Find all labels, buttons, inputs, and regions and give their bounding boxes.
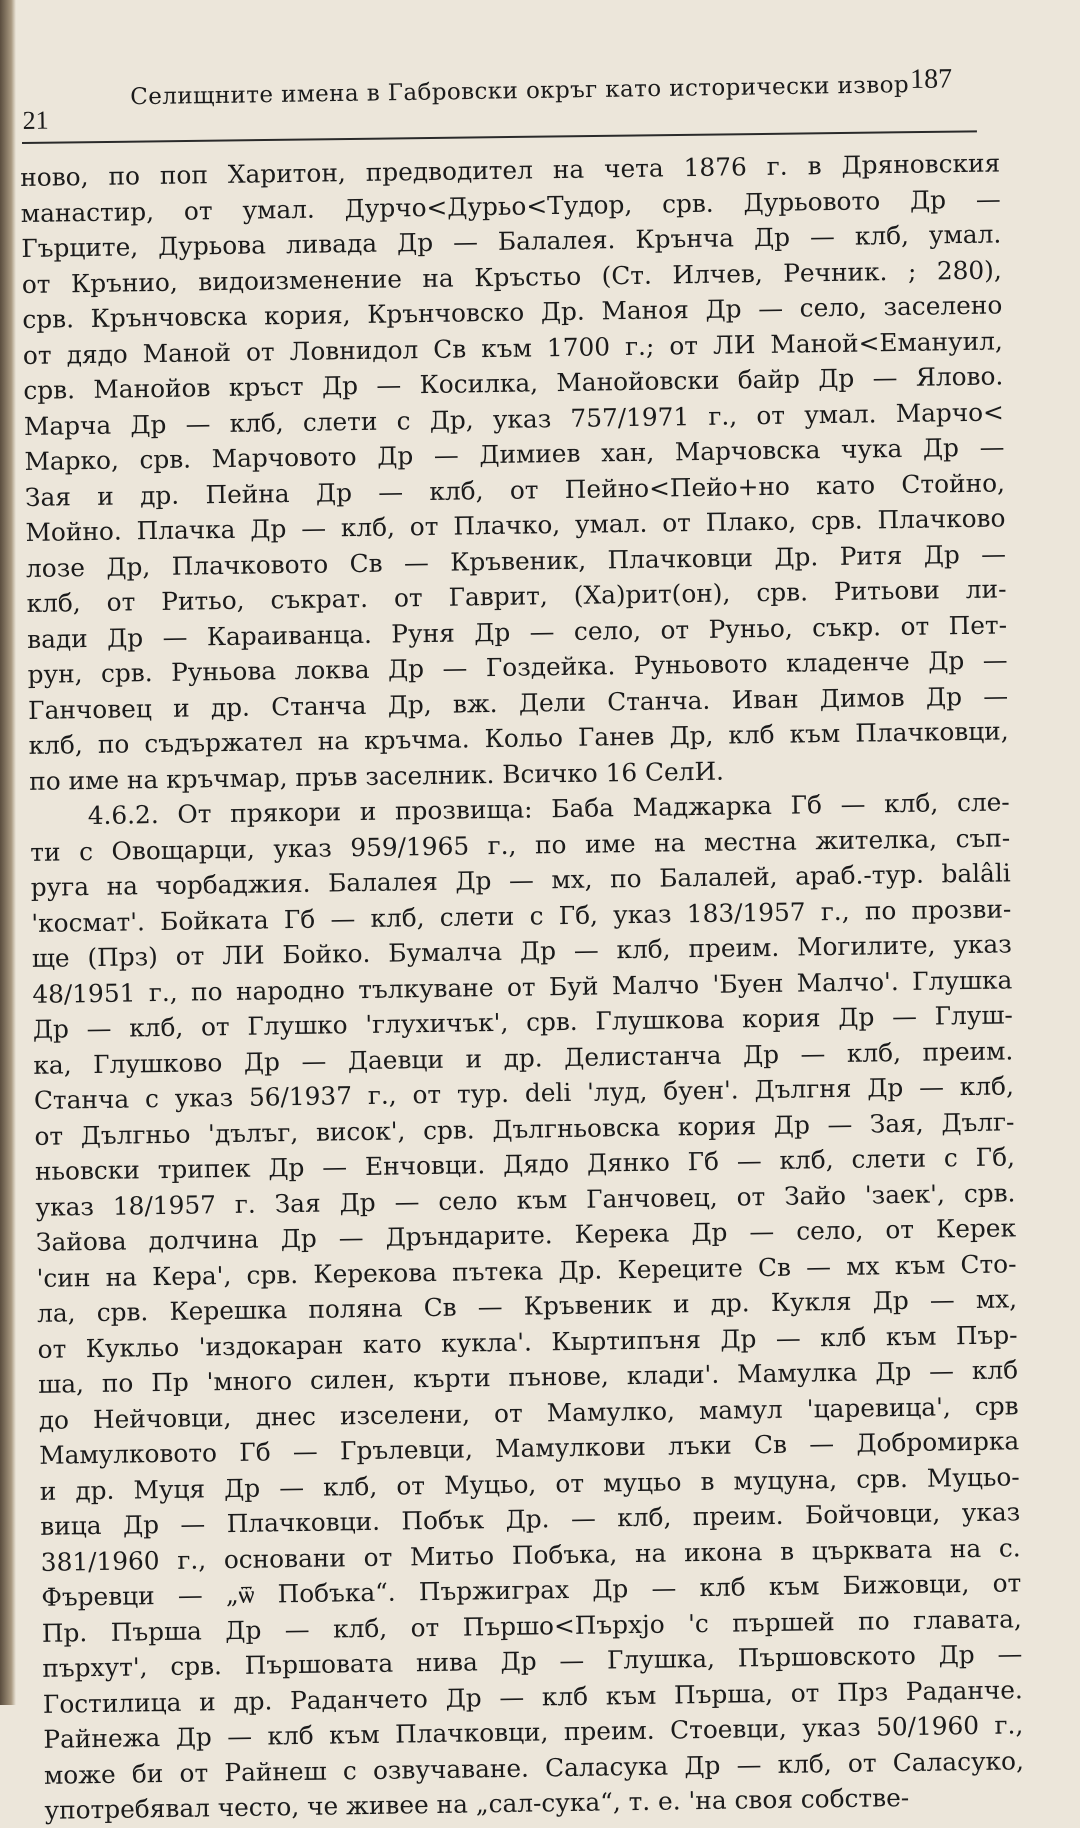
text-line: 'син на Кера', срв. Керекова пътека Др. Кереците Св — мх към Сто- xyxy=(36,1248,1017,1293)
text-line: срв. Крънчовска кория, Крънчовско Др. Маноя Др — село, заселено xyxy=(22,290,1003,334)
text-line: от дядо Маной от Ловнидол Св към 1700 г.; от ЛИ Маной<Емануил, xyxy=(22,325,1004,370)
text-line: Ганчовец и др. Станча Др, вж. Дели Станча. Иван Димов Др — xyxy=(27,680,1009,725)
text-line: вади Др — Караиванца. Руня Др — село, от Руньо, съкр. от Пет- xyxy=(26,609,1008,654)
text-line: срв. Манойов кръст Др — Косилка, Манойовски байр Др — Ялово. xyxy=(23,361,1004,405)
text-line: и др. Муця Др — клб, от Муцьо, от муцьо в муцуна, срв. Муцьо- xyxy=(39,1461,1020,1506)
text-line: Пр. Пърша Др — клб, от Пършо<Пърхјо 'с пършей по главата, xyxy=(41,1603,1022,1648)
text-line: от Кукльо 'издокаран като кукла'. Кыртипъня Др — клб към Пър- xyxy=(37,1319,1018,1364)
text-line: ти с Овощарци, указ 959/1965 г., по име на местна жителка, съп- xyxy=(30,822,1011,867)
text-line: 381/1960 г., основани от Митьо Побъка, на икона в църквата на с. xyxy=(40,1532,1021,1577)
text-line: Мамулковото Гб — Грълевци, Мамулкови лъки Св — Добромирка xyxy=(39,1426,1020,1470)
text-line: Гърците, Дурьова ливада Др — Балалея. Крънча Др — клб, умал. xyxy=(21,219,1002,263)
running-title: Селищните имена в Габровски окръг като исторически извор xyxy=(130,72,910,111)
text-line: Зая и др. Пейна Др — клб, от Пейно<Пейо+но като Стойно, xyxy=(24,467,1006,512)
text-line: до Нейчовци, днес изселени, от Мамулко, мамул 'царевица', срв xyxy=(38,1390,1019,1435)
text-line: указ 18/1957 г. Зая Др — село към Ганчовец, от Зайо 'заек', срв. xyxy=(35,1177,1016,1222)
text-line: Марча Др — клб, слети с Др, указ 757/1971 г., от умал. Марчо< xyxy=(23,396,1005,441)
text-line: може би от Райнеш с озвучаване. Саласука Др — клб, от Саласуко, xyxy=(43,1745,1025,1790)
text-line: Др — клб, от Глушко 'глухичък', срв. Глушкова кория Др — Глуш- xyxy=(32,1000,1014,1044)
text-line: руга на чорбаджия. Балалея Др — мх, по Балалей, араб.-тур. balâli xyxy=(30,858,1011,902)
book-spine-edge xyxy=(0,0,16,1705)
body-text xyxy=(20,145,1025,1828)
text-line: 4.6.2. От прякори и прозвища: Баба Маджарка Гб — клб, сле- xyxy=(87,787,1010,831)
text-line: Фъревци — „ѿ Побъка“. Пържиграх Др — клб към Бижовци, от xyxy=(41,1568,1022,1612)
text-line: употребявал често, че живее на „сал-сука“, т. е. 'на своя собстве- xyxy=(44,1782,910,1825)
text-line: ньовски трипек Др — Енчовци. Дядо Дянко Гб — клб, слети с Гб, xyxy=(34,1142,1016,1186)
text-line: Станча с указ 56/1937 г., от тур. deli 'луд, буен'. Дългня Др — клб, xyxy=(33,1071,1015,1115)
text-line: 'космат'. Бойката Гб — клб, слети с Гб, указ 183/1957 г., по прозви- xyxy=(31,893,1012,938)
folio-number: 21 xyxy=(22,105,49,135)
text-line: ла, срв. Керешка поляна Св — Кръвеник и др. Кукля Др — мх, xyxy=(36,1284,1018,1328)
text-line: 48/1951 г., по народно тълкуване от Буй Малчо 'Буен Малчо'. Глушка xyxy=(32,964,1013,1009)
page-number: 187 xyxy=(909,63,953,96)
text-line: от Крънио, видоизменение на Кръстьо (Ст. Илчев, Речник. ; 280), xyxy=(21,254,1002,299)
text-line: Райнежа Др — клб към Плачковци, преим. Стоевци, указ 50/1960 г., xyxy=(43,1710,1024,1754)
text-line: пърхут', срв. Пършовата нива Др — Глушка, Пършовското Др — xyxy=(42,1639,1023,1683)
text-line: Мойно. Плачка Др — клб, от Плачко, умал. от Плако, срв. Плачково xyxy=(25,503,1006,547)
text-line: ша, по Пр 'много силен, кърти пънове, клади'. Мамулка Др — клб xyxy=(37,1355,1019,1399)
text-line: лозе Др, Плачковото Св — Кръвеник, Плачковци Др. Ритя Др — xyxy=(25,538,1007,583)
text-line: Зайова долчина Др — Дръндарите. Керека Др — село, от Керек xyxy=(35,1213,1017,1257)
text-line: Гостилица и др. Раданчето Др — клб към Пърша, от Прз Раданче. xyxy=(42,1674,1024,1719)
text-line: вица Др — Плачковци. Побък Др. — клб, преим. Бойчовци, указ xyxy=(40,1497,1021,1541)
text-line: клб, по съдържател на кръчма. Кольо Ганев Др, клб към Плачковци, xyxy=(28,716,1009,760)
text-line: ще (Прз) от ЛИ Бойко. Бумалча Др — клб, преим. Могилите, указ xyxy=(31,929,1012,973)
text-line: манастир, от умал. Дурчо<Дурьо<Тудор, срв. Дурьовото Др — xyxy=(20,183,1001,228)
text-line: Марко, срв. Марчовото Др — Димиев хан, Марчовска чука Др — xyxy=(24,432,1005,476)
text-line: по име на кръчмар, пръв заселник. Всичко 16 СелИ. xyxy=(28,756,725,796)
page-header xyxy=(22,63,981,138)
text-line: ново, по поп Харитон, предводител на чета 1876 г. в Дряновския xyxy=(20,148,1001,192)
text-line: клб, от Ритьо, съкрат. от Гаврит, (Ха)рит(он), срв. Ритьови ли- xyxy=(26,574,1007,618)
text-line: ка, Глушково Др — Даевци и др. Делистанча Др — клб, преим. xyxy=(33,1035,1014,1080)
text-line: рун, срв. Руньова локва Др — Гоздейка. Руньовото кладенче Др — xyxy=(27,645,1008,689)
text-line: от Дългньо 'дълъг, висок', срв. Дългньовска кория Др — Зая, Дълг- xyxy=(34,1106,1015,1151)
